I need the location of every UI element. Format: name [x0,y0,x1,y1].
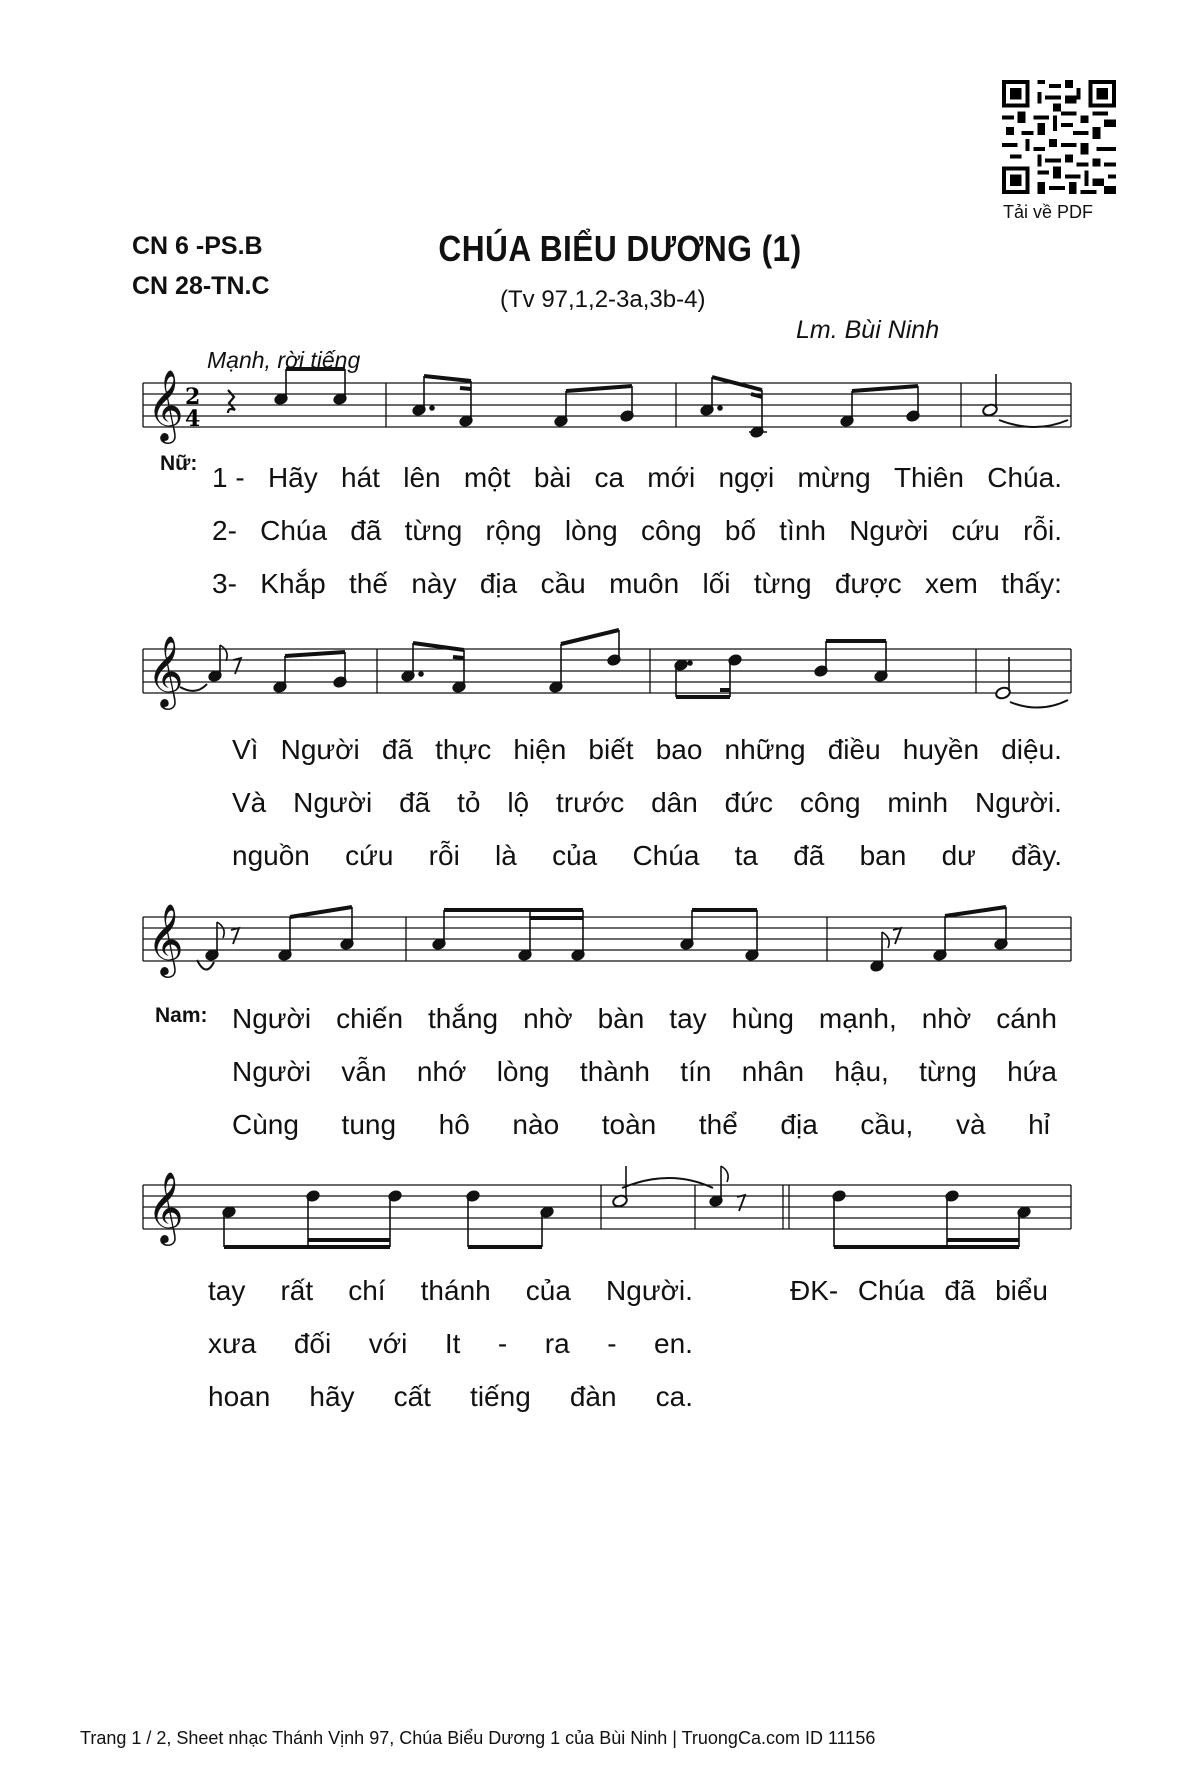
lyric-syllable: Chúa [857,1275,925,1306]
lyric-syllable: bàn [597,1003,645,1034]
lyric-syllable: vẫn [341,1056,387,1087]
lyric-syllable: It [444,1328,461,1359]
lyric-syllable: hát [341,462,380,493]
lyric-syllable: dân [651,787,698,818]
lyric-syllable: rỗi. [1023,515,1062,546]
lyric-syllable: tay [208,1275,246,1306]
lyric-syllable: trước [555,787,625,818]
lyric-syllable: Người. [606,1275,693,1306]
lyric-syllable: huyền [902,734,980,765]
lyric-syllable: hậu, [834,1056,889,1087]
lyric-syllable: mới [647,462,696,493]
liturgy-label-1: CN 6 -PS.B [132,232,263,260]
lyric-syllable: xưa [208,1328,257,1359]
lyric-syllable: thế [349,568,388,599]
lyric-syllable: chí [348,1275,386,1306]
lyric-syllable: những [724,734,806,765]
lyric-syllable: toàn [601,1109,657,1140]
lyric-syllable: đã [350,515,382,546]
lyric-syllable: ca [594,462,625,493]
lyric-syllable: cánh [996,1003,1057,1034]
lyric-syllable: hiện [513,734,567,765]
lyric-syllable: nhờ [921,1003,972,1034]
lyric-syllable: lên [403,462,441,493]
lyric-syllable: minh [887,787,949,818]
lyric-syllable: nhân [741,1056,805,1087]
lyric-syllable: thánh [420,1275,491,1306]
lyric-line [208,1275,693,1311]
lyric-syllable: đức [724,787,773,818]
lyric-syllable: tay [669,1003,707,1034]
lyric-syllable: nhờ [523,1003,573,1034]
voice-label-female: Nữ: [160,452,198,475]
lyric-syllable: và [955,1109,986,1140]
lyric-syllable: cất [393,1381,431,1412]
lyric-syllable: nào [512,1109,560,1140]
refrain-line [790,1275,1048,1311]
lyric-syllable: thắng [428,1003,499,1034]
lyric-syllable: Người [280,734,360,765]
lyric-syllable: rộng [485,515,542,546]
lyric-syllable: biết [588,734,634,765]
liturgy-label-2: CN 28-TN.C [132,272,270,300]
lyric-syllable: tung [341,1109,397,1140]
lyric-syllable: lộ [507,787,530,818]
lyric-syllable: dư [941,840,976,871]
svg-text:𝄞: 𝄞 [147,902,184,975]
lyric-syllable: cứu [345,840,394,871]
lyric-syllable: 1 - [212,462,245,493]
lyric-syllable: thực [435,734,492,765]
psalm-reference: (Tv 97,1,2-3a,3b-4) [500,286,706,313]
lyric-syllable: cầu, [860,1109,914,1140]
lyric-syllable: 2- [212,515,237,546]
lyric-line [208,1381,693,1417]
lyric-syllable: Chúa. [987,462,1062,493]
lyric-syllable: chiến [336,1003,404,1034]
page-footer: Trang 1 / 2, Sheet nhạc Thánh Vịnh 97, Chúa Biểu Dương 1 của Bùi Ninh | TruongCa.com ID 11156 [80,1728,876,1748]
lyric-syllable: Và [232,787,267,818]
lyric-syllable: hứa [1007,1056,1057,1087]
lyric-syllable: đàn [569,1381,617,1412]
lyric-syllable: thành [579,1056,650,1087]
lyric-syllable: nguồn [232,840,310,871]
lyric-syllable: diệu. [1001,734,1062,765]
lyric-syllable: thể [698,1109,738,1140]
lyric-syllable: công [640,515,702,546]
lyric-syllable: biểu [995,1275,1048,1306]
lyric-syllable: đã [793,840,825,871]
lyric-syllable: Chúa [632,840,700,871]
lyric-syllable: với [368,1328,408,1359]
lyric-syllable: ra [544,1328,570,1359]
lyric-syllable: hô [438,1109,470,1140]
lyric-syllable: Cùng [232,1109,299,1140]
lyric-syllable: từng [919,1056,977,1087]
lyric-syllable: Người [293,787,373,818]
lyric-syllable: điều [827,734,881,765]
lyric-syllable: được [834,568,902,599]
lyric-syllable: Hãy [267,462,318,493]
lyric-syllable: nhớ [416,1056,467,1087]
lyric-syllable: công [799,787,861,818]
svg-text:𝄞: 𝄞 [147,634,184,707]
lyric-syllable: tình [779,515,826,546]
lyric-syllable: rất [280,1275,314,1306]
lyric-syllable: đã [381,734,413,765]
lyric-syllable: đối [293,1328,332,1359]
lyric-syllable: tiếng [470,1381,531,1412]
lyric-syllable: ban [859,840,907,871]
author: Lm. Bùi Ninh [796,316,940,344]
lyric-syllable: hỉ [1028,1109,1050,1140]
lyric-syllable: Người. [974,787,1062,818]
lyric-syllable: đã [944,1275,976,1306]
lyric-syllable: đã [399,787,431,818]
lyric-syllable: một [463,462,511,493]
lyric-syllable: của [525,1275,571,1306]
lyric-syllable: lối [702,568,731,599]
lyric-syllable: ca. [655,1381,693,1412]
lyric-syllable: - [497,1328,508,1359]
lyric-syllable: Thiên [893,462,964,493]
lyric-syllable: mạnh, [818,1003,897,1034]
lyric-syllable: địa [479,568,518,599]
lyric-syllable: lòng [496,1056,550,1087]
lyric-syllable: bố [724,515,757,546]
lyric-syllable: ĐK- [790,1275,839,1306]
lyric-syllable: Người [849,515,929,546]
lyric-syllable: hoan [208,1381,271,1412]
lyric-syllable: 3- [212,568,237,599]
lyric-syllable: này [411,568,457,599]
lyric-syllable: từng [404,515,463,546]
lyric-syllable: của [552,840,598,871]
lyric-syllable: hãy [309,1381,355,1412]
lyric-syllable: Khắp [260,568,326,599]
lyric-syllable: địa [780,1109,818,1140]
lyric-syllable: lòng [564,515,618,546]
lyric-syllable: đầy. [1011,840,1062,871]
lyric-syllable: en. [654,1328,693,1359]
lyric-syllable: rỗi [428,840,460,871]
lyric-syllable: Người [232,1003,312,1034]
lyric-syllable: Người [232,1056,312,1087]
lyric-syllable: mừng [797,462,871,493]
lyric-syllable: cứu [951,515,1000,546]
lyric-syllable: bài [533,462,572,493]
lyric-syllable: - [607,1328,617,1359]
time-signature-top: 2 [185,384,201,410]
lyric-syllable: tín [680,1056,712,1087]
lyric-line [208,1328,693,1364]
lyric-syllable: hùng [731,1003,794,1034]
song-title: CHÚA BIỂU DƯƠNG (1) [438,228,802,269]
lyric-syllable: ta [734,840,758,871]
lyric-syllable: là [495,840,517,871]
voice-label-male: Nam: [155,1004,208,1027]
lyric-syllable: thấy: [1001,568,1062,599]
lyric-syllable: Vì [232,734,259,765]
svg-text:𝄞: 𝄞 [147,368,184,441]
lyric-syllable: muôn [609,568,680,599]
time-signature-bottom: 4 [185,406,201,432]
svg-text:𝄞: 𝄞 [147,1170,184,1243]
lyric-syllable: cầu [540,568,586,599]
lyric-syllable: xem [924,568,978,599]
tempo-marking: Mạnh, rời tiếng [207,347,361,373]
lyric-syllable: bao [655,734,703,765]
lyric-syllable: từng [753,568,812,599]
download-pdf-link[interactable]: Tải về PDF [1003,202,1094,222]
lyric-syllable: tỏ [457,787,481,818]
lyric-syllable: Chúa [260,515,328,546]
lyric-syllable: ngợi [718,462,775,493]
